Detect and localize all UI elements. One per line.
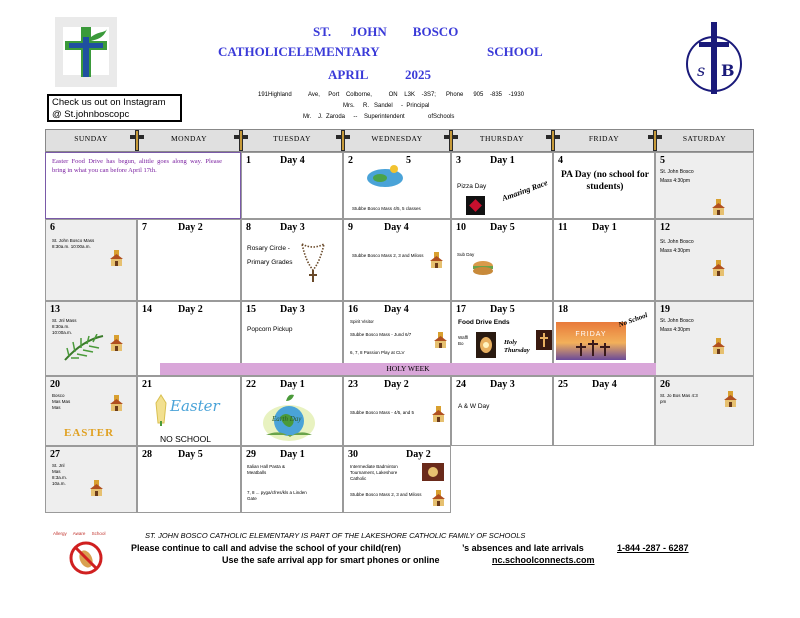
day-number: 13	[50, 304, 60, 315]
good-friday-image: FRIDAY	[556, 322, 626, 360]
day-number: 26	[660, 379, 670, 390]
no-school-label: No School	[617, 311, 649, 329]
cross-icon	[336, 129, 350, 152]
day-cycle: Day 1	[490, 155, 515, 166]
day-cell-3	[451, 152, 553, 219]
palm-leaves-icon	[63, 334, 105, 362]
superintendent-line: Mr. J. Zaroda -- Superintendent ofSchools	[303, 114, 455, 120]
food-drive-note-cell	[45, 152, 241, 219]
earth-day-label: Earth Day	[272, 415, 302, 423]
day-cycle: Day 4	[384, 222, 409, 233]
day-cycle: Day 5	[490, 222, 515, 233]
popcorn-note: Popcorn Pickup	[247, 326, 293, 333]
day-number: 22	[246, 379, 256, 390]
amazing-race-label: Amazing Race	[500, 178, 549, 203]
day-number: 17	[456, 304, 466, 315]
day-number: 6	[50, 222, 55, 233]
cross-icon	[546, 129, 560, 152]
day-cycle: Day 2	[178, 222, 203, 233]
day-number: 20	[50, 379, 60, 390]
day-number: 4	[558, 155, 563, 166]
day-cycle: Day 3	[490, 379, 515, 390]
day-number: 11	[558, 222, 568, 233]
month-title: APRIL	[328, 67, 369, 82]
svg-text:s: s	[697, 61, 706, 80]
weekday-header-thursday: THURSDAY	[451, 129, 553, 152]
day-number: 23	[348, 379, 358, 390]
italian-hall-note: Italian Hall Pasta & Meatballs	[247, 464, 286, 475]
day-cycle: Day 5	[178, 449, 203, 460]
day-cell-21	[137, 376, 241, 446]
no-school-label: NO SCHOOL	[160, 434, 212, 444]
school-logo-left	[55, 17, 117, 87]
day-number: 3	[456, 155, 461, 166]
day-cell-22	[241, 376, 343, 446]
day-number: 25	[558, 379, 568, 390]
sub-day-note: Sub Day	[457, 252, 475, 257]
cross-icon	[536, 330, 552, 350]
absence-notice-line-end: ’s absences and late arrivals	[462, 543, 584, 553]
easter-image: Easter	[152, 391, 216, 429]
mass-note: St. John Bosco Mass 4:30pm	[660, 318, 694, 333]
church-icon	[724, 391, 737, 407]
day-cell-28	[137, 446, 241, 513]
day-cell-26: 26 St. Jo Bos Mas 4:3 pm	[655, 376, 754, 446]
day-cell-4	[553, 152, 655, 219]
holy-thursday-label: Holy Thursday	[504, 339, 530, 354]
food-drive-note: Easter Food Drive has begun, alittle goes along way. Please bring in what you can before April 17th.	[52, 158, 222, 174]
cross-icon	[444, 129, 458, 152]
globe-icon	[364, 163, 406, 189]
day-cell-19	[655, 301, 754, 376]
weekday-header-monday: MONDAY	[137, 129, 241, 152]
sandwich-icon	[472, 260, 494, 276]
day-cycle: Day 1	[280, 449, 305, 460]
mass-note: St. John Bosco Mass 4:30pm	[660, 239, 694, 254]
food-drive-ends-note: Food Drive Ends	[458, 319, 510, 326]
church-icon	[432, 490, 445, 506]
holy-week-banner: HOLY WEEK	[160, 363, 656, 375]
safe-arrival-phone[interactable]: 1-844 -287 - 6287	[617, 543, 689, 553]
day-cycle: Day 2	[384, 379, 409, 390]
day-cell-12	[655, 219, 754, 301]
day-cell-13: 13 St. Jnl Mass 8:30a.m. 10:00a.m.	[45, 301, 137, 376]
day-cell-8	[241, 219, 343, 301]
cross-icon	[234, 129, 248, 152]
day-cycle: Day 4	[592, 379, 617, 390]
day-number: 21	[142, 379, 152, 390]
day-cell-24	[451, 376, 553, 446]
day-cycle: Day 1	[592, 222, 617, 233]
day-cell-16: 16 Day 4 Spirit Visitor Stubbe Bosco Mass - Jund 6/7 6, 7, 8 Passion Play at CLV	[343, 301, 451, 376]
day-number: 1	[246, 155, 251, 166]
day-cycle: Day 2	[178, 304, 203, 315]
day-number: 14	[142, 304, 152, 315]
day-number: 29	[246, 449, 256, 460]
day-cycle: Day 4	[384, 304, 409, 315]
day-number: 15	[246, 304, 256, 315]
day-number: 18	[558, 304, 568, 315]
day-cycle: Day 1	[280, 379, 305, 390]
day-cycle: Day 4	[280, 155, 305, 166]
weekday-header-tuesday: TUESDAY	[241, 129, 343, 152]
day-number: 5	[660, 155, 665, 166]
day-cell-30: 30 Day 2 Intermediate Badminton Tournament, Lakeshore Catholic Stubbe Bosco Mass 2, 3 and Miloss	[343, 446, 451, 513]
day-cell-23: 23 Day 2 Stubbe Bosco Mass - 4/5, and 5	[343, 376, 451, 446]
instagram-box: Check us out on Instagram @ St.johnboscopc	[47, 94, 182, 122]
day-cycle: Day 3	[280, 304, 305, 315]
school-name-line1: ST. JOHN BOSCO	[313, 24, 459, 39]
church-icon	[432, 406, 445, 422]
school-logo-right	[683, 20, 745, 98]
day-cell-1	[241, 152, 343, 219]
day-cell-25	[553, 376, 655, 446]
day-cell-27: 27 St. Jnl Mas 8:3a.m. 10a.m.	[45, 446, 137, 513]
mass-note: St. John Bosco Mass 4:30pm	[660, 169, 694, 184]
safe-arrival-app-line: Use the safe arrival app for smart phones or online	[222, 555, 440, 565]
intermediate-note: Intermediate Badminton Tournament, Lakeshore Catholic	[350, 464, 398, 481]
day-cycle: 5	[406, 155, 411, 166]
pa-day-label: PA Day (no school for students)	[561, 170, 649, 192]
day-number: 12	[660, 222, 670, 233]
day-number: 16	[348, 304, 358, 315]
church-icon	[712, 199, 725, 215]
church-icon	[110, 250, 123, 266]
day-cell-7	[137, 219, 241, 301]
day-cell-6	[45, 219, 137, 301]
day-cell-5	[655, 152, 754, 219]
day-number: 19	[660, 304, 670, 315]
svg-text:B: B	[721, 61, 735, 80]
day-cycle: Day 3	[280, 222, 305, 233]
absence-notice-line: Please continue to call and advise the school of your child(ren)	[131, 543, 402, 553]
pizza-day-label: Pizza Day	[457, 183, 487, 190]
day-cell-11	[553, 219, 655, 301]
address-line: 191Highland Ave, Port Colborne, ON L3K -3S7; Phone 905 -835 -1930	[258, 92, 525, 98]
day-cell-20: 20 Bosco Mas Mas Mas EASTER	[45, 376, 137, 446]
lakeshore-family-line: ST. JOHN BOSCO CATHOLIC ELEMENTARY IS PART OF THE LAKESHORE CATHOLIC FAMILY OF SCHOOLS	[145, 531, 526, 540]
day-number: 8	[246, 222, 251, 233]
day-number: 24	[456, 379, 466, 390]
weekday-header-sunday: SUNDAY	[45, 129, 137, 152]
day-number: 30	[348, 449, 358, 460]
cross-icon	[648, 129, 662, 152]
day-cycle: Day 2	[406, 449, 431, 460]
weekday-header-wednesday: WEDNESDAY	[343, 129, 451, 152]
school-name-line2b: SCHOOL	[487, 44, 543, 59]
day-cycle: Day 5	[490, 304, 515, 315]
church-icon	[434, 332, 447, 348]
rosary-note: Rosary Circle - Primary Grades	[247, 245, 293, 266]
weekday-header-saturday: SATURDAY	[655, 129, 754, 152]
day-cell-17: 17 Day 5 Food Drive Ends Waffl Bo Holy Thursday	[451, 301, 553, 376]
mass-note: St. John Bosco Mass 8:30a.m. 10:00a.m.	[52, 238, 95, 249]
host-icon	[476, 332, 496, 358]
day-cell-9: 9 Day 4 Stubbe Bosco Mass 2, 3 and Miloss	[343, 219, 451, 301]
rosary-icon	[298, 240, 328, 286]
no-peanuts-icon	[68, 540, 104, 576]
day-cell-29: 29 Day 1 Italian Hall Pasta & Meatballs 7, 8 ... pyga/cfres/kls a Linden Gate	[241, 446, 343, 513]
pizza-logo-icon	[466, 196, 485, 215]
calendar-grid	[45, 129, 754, 513]
year-title: 2025	[405, 67, 431, 82]
cross-icon	[130, 129, 144, 152]
principal-line: Mrs. R. Sandel - Principal	[343, 103, 430, 109]
safe-arrival-link[interactable]: nc.schoolconnects.com	[492, 555, 595, 565]
aw-day-note: A & W Day	[458, 403, 490, 410]
day-cell-10	[451, 219, 553, 301]
day-number: 2	[348, 155, 353, 166]
church-icon	[430, 252, 443, 268]
easter-label: EASTER	[64, 427, 115, 439]
allergy-aware-label: Allergy Aware School	[53, 531, 106, 536]
day-number: 27	[50, 449, 60, 460]
weekday-header-friday: FRIDAY	[553, 129, 655, 152]
church-icon	[712, 338, 725, 354]
school-name-line2: CATHOLICELEMENTARY	[218, 44, 380, 59]
day-cell-2: 2 5 Stubbe Bosco Mass 4/5, 5 classes	[343, 152, 451, 219]
day-number: 28	[142, 449, 152, 460]
day-number: 7	[142, 222, 147, 233]
church-icon	[110, 335, 123, 351]
church-icon	[712, 260, 725, 276]
day-number: 9	[348, 222, 353, 233]
church-icon	[110, 395, 123, 411]
sports-icon	[422, 463, 444, 481]
day-number: 10	[456, 222, 466, 233]
church-icon	[90, 480, 103, 496]
